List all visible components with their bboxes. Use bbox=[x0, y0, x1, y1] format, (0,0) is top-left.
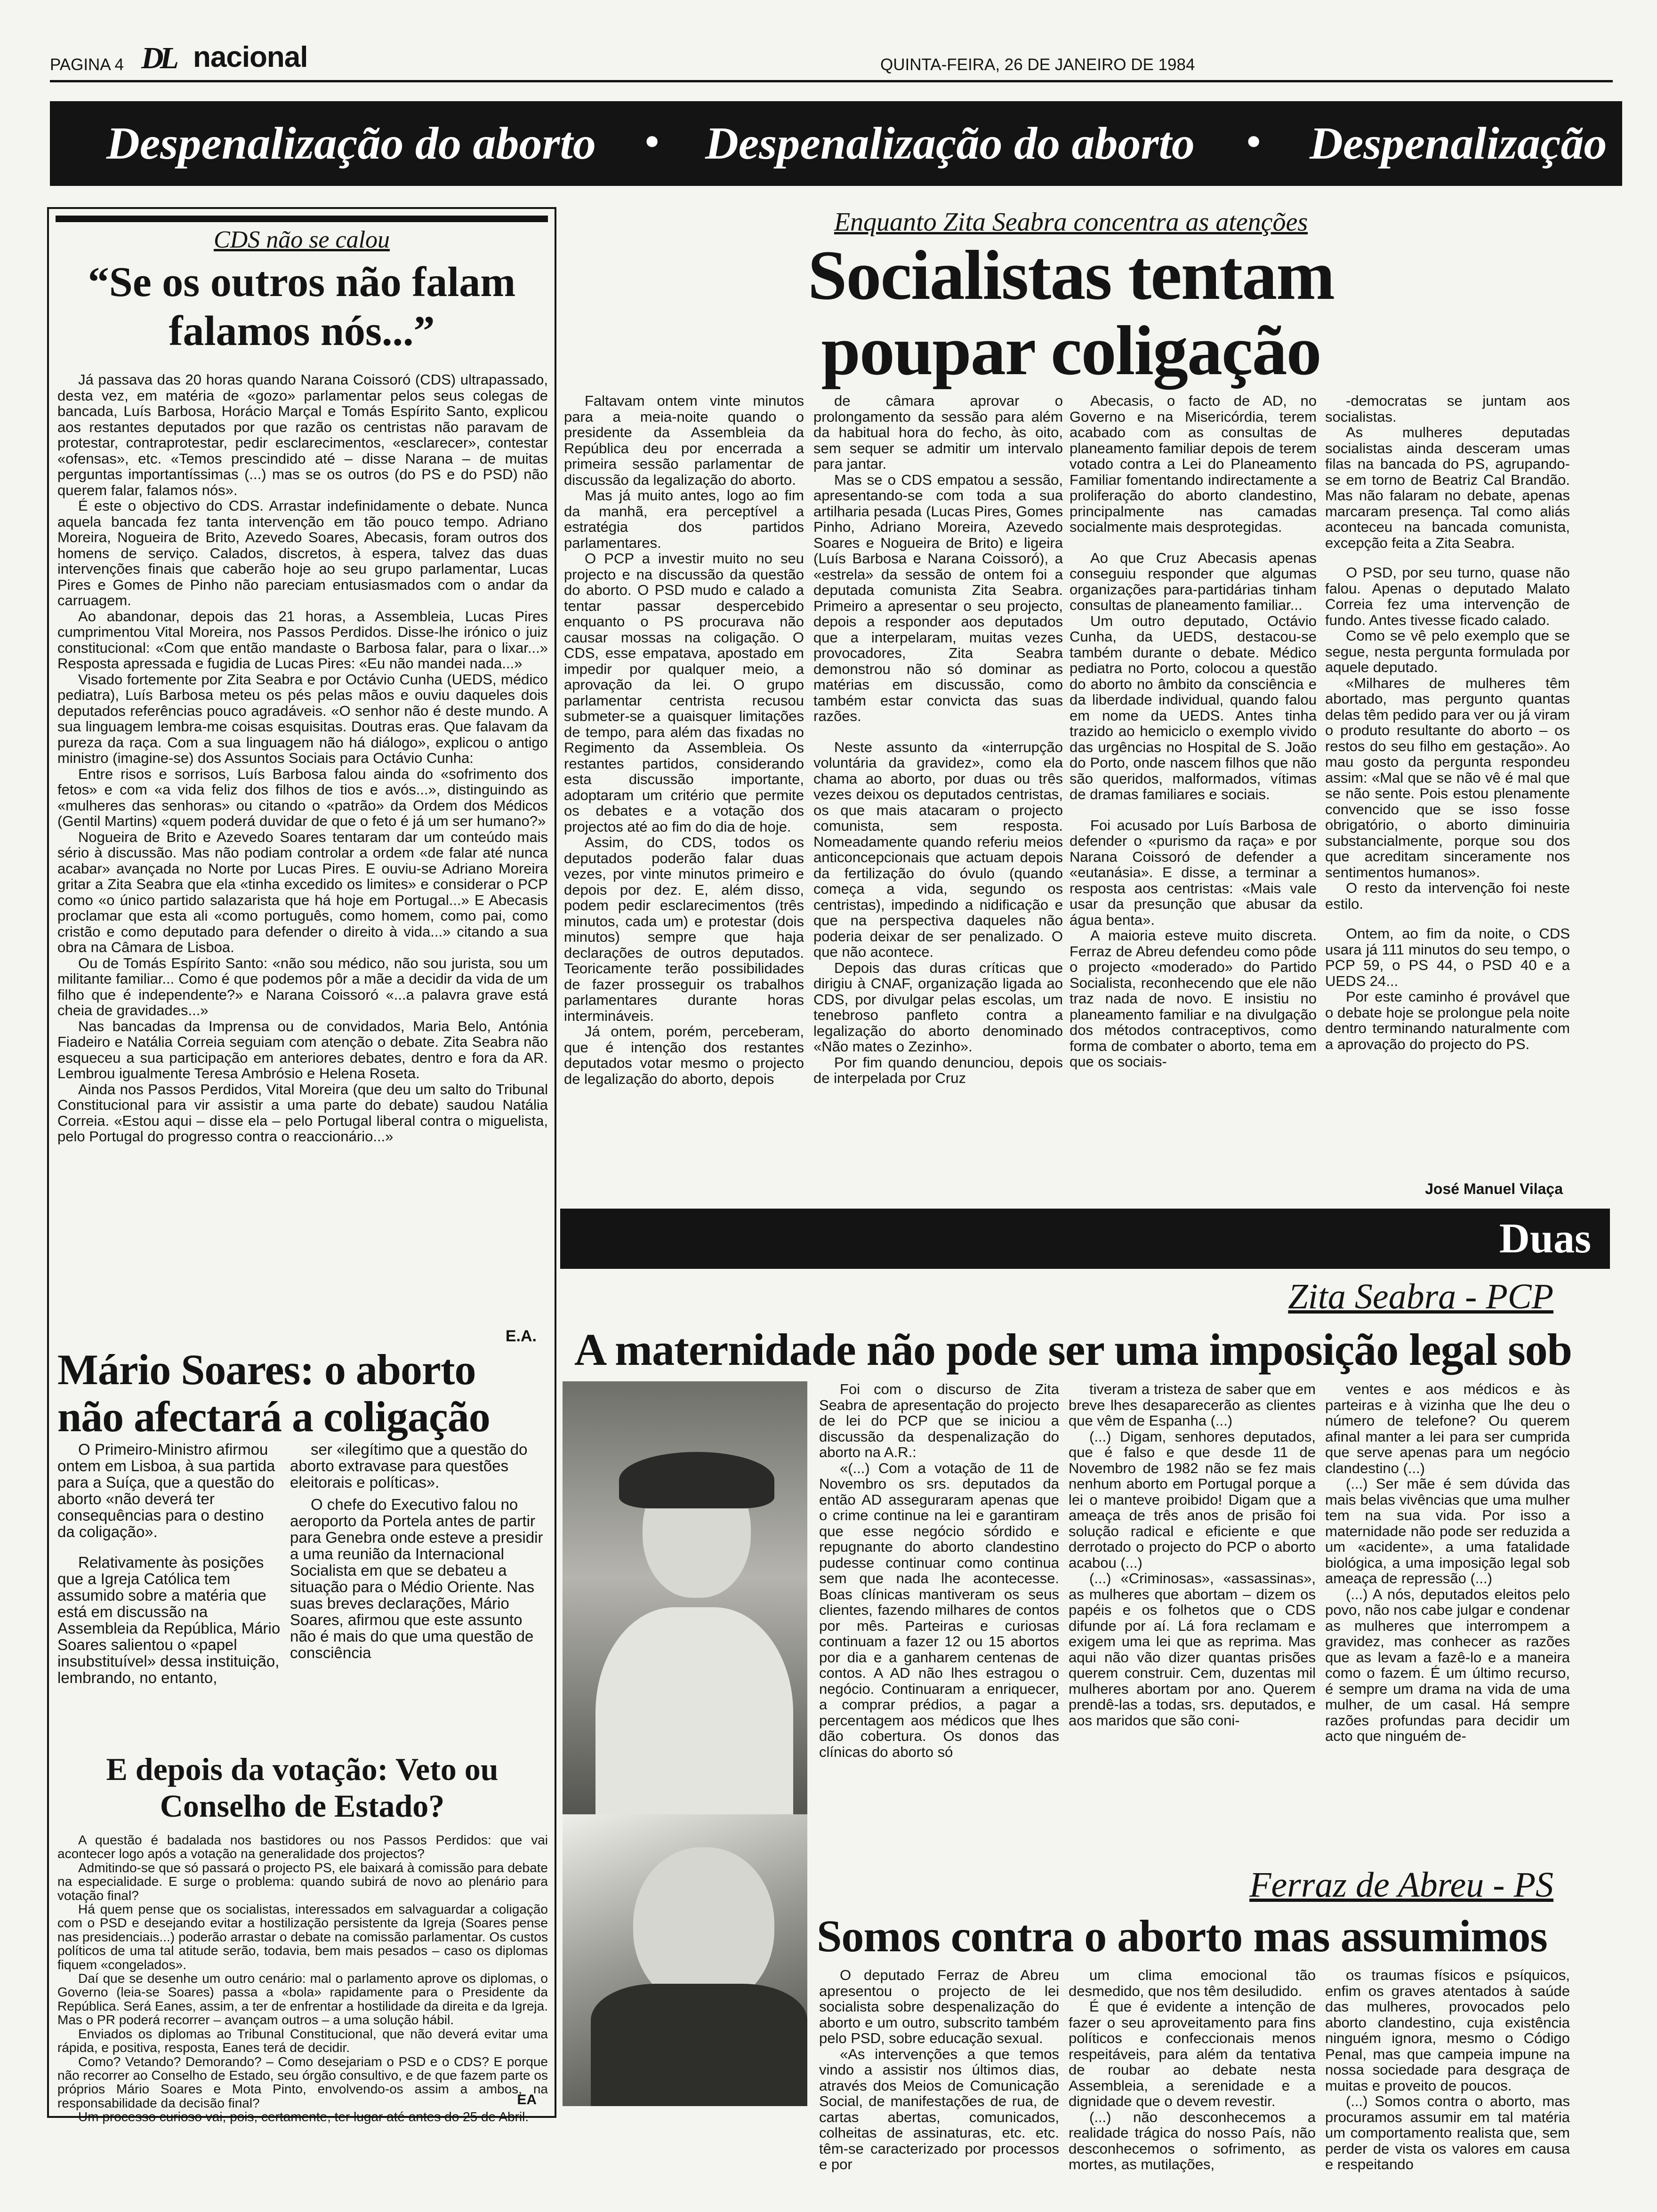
zita-kicker: Zita Seabra - PCP bbox=[1288, 1277, 1553, 1316]
lead-column-4 bbox=[1325, 393, 1570, 1179]
paragraph: É este o objectivo do CDS. Arrastar indefinidamente o debate. Nunca aquela bancada fez tanta intervenção em tão pouco tempo. Adriano Moreira, Nogueira de Brito, Azevedo Soares, Abecasis, foram outros dos homens de serviço. Calados, discretos, à espera, talvez das duas intervenções finais que caberão hoje ao seu grupo parlamentar, Lucas Pires e Gomes de Pinho não pareciam entusiasmados com o andar da carruagem. bbox=[57, 497, 548, 609]
paragraph: Já passava das 20 horas quando Narana Coissoró (CDS) ultrapassado, desta vez, em matéria de «gozo» parlamentar pelos seus colegas de bancada, Luís Barbosa, Horácio Marçal e Tomás Espírito Santo, explicou aos restantes deputados por que razão os centristas não paravam de protestar, contraprotestar, pedir esclarecimentos, «esclarecer», contestar «ofensas», etc. «Temos prescindido até – disse Narana – de muitas perguntas importantíssimas (...) mas se os outros (do PS e do PSD) não querem falar, falamos nós». bbox=[57, 371, 548, 498]
paragraph: Foi acusado por Luís Barbosa de defender o «purismo da raça» e por Narana Coissoró de defender a «eutanásia». E disse, a terminar a resposta aos centristas: «Mais vale usar da presunção que abusar da água benta». bbox=[1070, 817, 1317, 928]
soares-headline: Mário Soares: o aborto não afectará a coligação bbox=[57, 1346, 490, 1441]
paragraph: Faltavam ontem vinte minutos para a meia-noite quando o presidente da Assembleia da República deu por encerrada a primeira sessão parlamentar de discussão da legalização do aborto. bbox=[564, 393, 804, 488]
zita-seabra-photo bbox=[563, 1381, 807, 1871]
paragraph: -democratas se juntam aos socialistas. bbox=[1325, 393, 1570, 425]
paragraph: Abecasis, o facto de AD, no Governo e na Misericórdia, terem acabado com as consultas de planeamento familiar depois de terem votado contra a Lei do Planeamento Familiar fomentando indirectamente a proliferação do aborto clandestino, principalmente nas camadas socialmente mais desprotegidas. bbox=[1070, 393, 1317, 535]
paragraph: Mas se o CDS empatou a sessão, apresentando-se com toda a sua artilharia pesada (Lucas Pires, Gomes Pinho, Adriano Moreira, Azevedo Soares e Nogueira de Brito) e ligeira (Luís Barbosa e Narana Coissoró), a «estrela» da sessão de ontem foi a deputada comunista Zita Seabra. Primeiro a apresentar o seu projecto, depois a responder aos deputados que a interpelaram, muitas vezes provocadores, Zita Seabra demonstrou não só dominar as matérias em discussão, como também estar convicta das suas razões. bbox=[813, 471, 1063, 724]
paragraph: ser «ilegítimo que a questão do aborto extravase para questões eleitorais e políticas». bbox=[290, 1441, 528, 1491]
ferraz-column-3 bbox=[1325, 1967, 1570, 2172]
paragraph: (...) Digam, senhores deputados, que é falso e que desde 11 de Novembro de 1982 não se fez mais nenhum aborto em Portugal porque a lei o manteve proibido! Digam que a ameaça de três anos de prisão foi solução radical e eficiente e que derrotado o projecto do PCP o aborto acabou (...) bbox=[1069, 1428, 1316, 1571]
paragraph: A maioria esteve muito discreta. Ferraz de Abreu defendeu como pôde o projecto «moderado» do Partido Socialista, reconhecendo que ele não traz nada de novo. E insistiu no planeamento familiar e na divulgação dos métodos contraceptivos, como forma de combater o aborto, tema em que os sociais- bbox=[1070, 927, 1317, 1070]
section-name: nacional bbox=[193, 41, 308, 73]
paragraph: Ao que Cruz Abecasis apenas conseguiu responder que algumas organizações para-partidárias tinham consultas de planeamento familiar... bbox=[1070, 549, 1317, 613]
paragraph: Entre risos e sorrisos, Luís Barbosa falou ainda do «sofrimento dos fetos» e com «a vida feliz dos filhos de tios e avós...», distinguindo as «mulheres das senhoras» ou citando o «patrão» da Ordem dos Médicos (Gentil Martins) «quem poderá duvidar de que o feto é já um ser humano?» bbox=[57, 765, 548, 829]
lead-headline: poupar coligação bbox=[821, 312, 1321, 390]
paragraph: Enviados os diplomas ao Tribunal Constitucional, que não deverá evitar uma rápida, e positiva, resposta, Eanes terá de decidir. bbox=[57, 2026, 548, 2055]
issue-date: QUINTA-FEIRA, 26 DE JANEIRO DE 1984 bbox=[880, 56, 1195, 74]
ferraz-kicker: Ferraz de Abreu - PS bbox=[1249, 1865, 1553, 1905]
paragraph: Um processo curioso vai, pois, certamente, ter lugar até antes do 25 de Abril. bbox=[78, 2109, 529, 2124]
paragraph: os traumas físicos e psíquicos, enfim os graves atentados à saúde das mulheres, provocados pelo aborto clandestino, cuja existência ninguém ignora, mesmo o Código Penal, mas que campeia impune na nossa sociedade para desgraça de muitas e proveito de poucos. bbox=[1325, 1967, 1570, 2094]
lead-column-3 bbox=[1070, 393, 1317, 1193]
paragraph: Há quem pense que os socialistas, interessados em salvaguardar a coligação com o PSD e desejando evitar a hostilização persistente da Igreja (Soares pense nas presidenciais...) poderão arrastar o debate na comissão parlamentar. Os custos políticos de uma tal atitude serão, todavia, bem mais pesados – caso os diplomas fiquem «congelados». bbox=[57, 1902, 548, 1972]
topic-banner bbox=[50, 101, 1622, 186]
soares-column-2 bbox=[290, 1441, 544, 1742]
paragraph: O chefe do Executivo falou no aeroporto da Portela antes de partir para Genebra onde esteve a presidir a uma reunião da Internacional Socialista em que se debateu a situação para o Médio Oriente. Nas suas breves declarações, Mário Soares, afirmou que este assunto não é mais do que uma questão de consciência bbox=[290, 1496, 543, 1661]
section-bar bbox=[560, 1209, 1610, 1269]
page-number: PAGINA 4 bbox=[50, 56, 124, 74]
paragraph: de câmara aprovar o prolongamento da sessão para além da habitual hora do fecho, às oito, sem sequer se admitir um intervalo para jantar. bbox=[813, 393, 1063, 472]
lead-kicker: Enquanto Zita Seabra concentra as atenções bbox=[834, 208, 1308, 237]
lead-headline: Socialistas tentam bbox=[807, 236, 1335, 314]
zita-headline: A maternidade não pode ser uma imposição legal sob bbox=[574, 1324, 1572, 1375]
paragraph: (...) Somos contra o aborto, mas procuramos assumir em tal matéria um comportamento realista que, sem perder de vista os valores em causa e respeitando bbox=[1325, 2093, 1570, 2172]
box-top-rule bbox=[56, 216, 548, 222]
paragraph: Daí que se desenhe um outro cenário: mal o parlamento aprove os diplomas, o Governo (leia-se Soares) passa a «bola» rapidamente para o Presidente da República. Será Eanes, assim, a ter de enfrentar a hostilidade da direita e da Igreja. Mas o PR poderá recorrer – avançam outros – a uma solução hábil. bbox=[57, 1971, 548, 2028]
paragraph: Ontem, ao fim da noite, o CDS usara já 111 minutos do seu tempo, o PCP 59, o PS 44, o PSD 40 e a UEDS 24... bbox=[1325, 925, 1570, 989]
paragraph: Um outro deputado, Octávio Cunha, da UEDS, destacou-se também durante o debate. Médico pediatra no Porto, colocou a questão do aborto no âmbito da consciência e da liberdade individual, quando falou em nome da UEDS. Antes tinha trazido ao hemiciclo o exemplo vivido das urgências no Hospital de S. João do Porto, onde nascem filhos que não são queridos, malformados, vítimas de dramas familiares e sociais. bbox=[1070, 612, 1317, 802]
paragraph: Mas já muito antes, logo ao fim da manhã, era perceptível a estratégia dos partidos parlamentares. bbox=[564, 487, 804, 551]
lead-column-2 bbox=[813, 393, 1063, 1193]
banner-bullet: • bbox=[644, 116, 660, 167]
photo-figure bbox=[591, 1984, 807, 2106]
ferraz-headline: Somos contra o aborto mas assumimos bbox=[817, 1911, 1547, 1961]
paragraph: É que é evidente a intenção de fazer o seu aproveitamento para fins políticos e confeccionais menos respeitáveis, para além da tentativa de roubar ao debate nesta Assembleia, a serenidade e a dignidade que o devem revestir. bbox=[1069, 1998, 1316, 2109]
zita-column-1 bbox=[819, 1381, 1059, 1871]
paragraph: Neste assunto da «interrupção voluntária da gravidez», como ela chama ao aborto, por duas ou três vezes deixou os deputados centristas, os que mais atacaram o projecto comunista, sem resposta. Nomeadamente quando referiu meios anticoncepcionais que actuam depois da fertilização do óvulo (quando começa a vida, segundo os centristas), impedindo a nidificação e que na perspectiva daqueles não poderia deixar de ser penalizado. O que não acontece. bbox=[813, 738, 1063, 960]
paragraph: Já ontem, porém, perceberam, que é intenção dos restantes deputados votar mesmo o projecto de legalização do aborto, depois bbox=[564, 1023, 804, 1087]
veto-signature: EA bbox=[517, 2092, 537, 2108]
banner-bullet: • bbox=[1246, 116, 1262, 167]
paragraph: um clima emocional tão desmedido, que nos têm desiludido. bbox=[1069, 1967, 1316, 1999]
paragraph: O PCP a investir muito no seu projecto e na discussão da questão do aborto. O PSD mudo e calado a tentar passar despercebido enquanto o PS procurava não causar mossas na coligação. O CDS, esse empatava, apostado em impedir por qualquer meio, a aprovação da lei. O grupo parlamentar centrista recusou submeter-se a quaisquer limitações de tempo, para além das fixadas no Regimento da Assembleia. Os restantes partidos, considerando esta discussão importante, adoptaram um critério que permite os debates e a votação dos projectos até ao fim do dia de hoje. bbox=[564, 550, 804, 835]
paragraph: Como? Vetando? Demorando? – Como desejariam o PSD e o CDS? E porque não recorrer ao Conselho de Estado, seu órgão consultivo, e de que fazem parte os próprios Mário Soares e Mota Pinto, envolvendo-os assim a ambos, na responsabilidade da decisão final? bbox=[57, 2054, 548, 2110]
header-rule bbox=[50, 80, 1613, 82]
cds-signature: E.A. bbox=[505, 1327, 537, 1345]
paragraph: Por este caminho é provável que o debate hoje se prolongue pela noite dentro terminando naturalmente com a aprovação do projecto do PS. bbox=[1325, 988, 1570, 1052]
paragraph: O Primeiro-Ministro afirmou ontem em Lisboa, à sua partida para a Suíça, que a questão do aborto «não deverá ter consequências para o destino da coligação». bbox=[57, 1441, 275, 1540]
ferraz-column-2 bbox=[1069, 1967, 1316, 2172]
paragraph: «Milhares de mulheres têm abortado, mas pergunto quantas delas têm pedido para ver ou já viram o produto resultante do aborto – os restos do seu filho em gestação». Ao mau gosto da pergunta respondeu assim: «Mal que se não vê é mal que se não sente. Pois estou plenamente convencido que se isso fosse obrigatório, o aborto diminuiria substancialmente, porque sou dos que acreditam sinceramente nos sentimentos humanos». bbox=[1325, 674, 1570, 881]
paragraph: As mulheres deputadas socialistas ainda desceram umas filas na bancada do PS, agrupando-se em torno de Beatriz Cal Brandão. Mas não falaram no debate, apenas marcaram presença. Tal como aliás aconteceu na bancada comunista, excepção feita a Zita Seabra. bbox=[1325, 424, 1570, 551]
banner-text: Despenalização bbox=[1310, 118, 1607, 169]
zita-column-3 bbox=[1325, 1381, 1570, 1871]
veto-headline: E depois da votação: Veto ou Conselho de Estado? bbox=[106, 1751, 499, 1824]
ferraz-column-1 bbox=[819, 1967, 1059, 2172]
photo-figure bbox=[619, 1452, 774, 1508]
paragraph: Visado fortemente por Zita Seabra e por Octávio Cunha (UEDS, médico pediatra), Luís Barbosa meteu os pés pelas mãos e ouviu daqueles dois deputados referências pouco agradáveis. «O senhor não é deste mundo. A sua linguagem lembra-me coisas esquisitas. Doutras eras. Que falavam da pureza da raça. Com a sua linguagem não há diálogo», explicou o antigo ministro (imagine-se) dos Assuntos Sociais para Octávio Cunha: bbox=[57, 671, 548, 766]
section-bar-label: Duas bbox=[1499, 1215, 1591, 1262]
newspaper-logo: DL bbox=[141, 41, 175, 75]
paragraph: Relativamente às posições que a Igreja Católica tem assumido sobre a matéria que está em discussão na Assembleia da República, Mário Soares salientou o «papel insubstituível» dessa instituição, lembrando, no entanto, bbox=[57, 1554, 281, 1686]
zita-column-2 bbox=[1069, 1381, 1316, 1871]
paragraph: Nas bancadas da Imprensa ou de convidados, Maria Belo, Antónia Fiadeiro e Natália Correia seguiam com atenção o debate. Zita Seabra não esqueceu a sua participação em anteriores debates, dentro e fora da AR. Lembrou igualmente Teresa Ambrósio e Helena Roseta. bbox=[57, 1018, 548, 1082]
paragraph: Admitindo-se que só passará o projecto PS, ele baixará à comissão para debate na especialidade. E surge o problema: quando subirá de novo ao plenário para votação final? bbox=[57, 1860, 548, 1903]
lead-column-1 bbox=[564, 393, 804, 1193]
ferraz-de-abreu-photo bbox=[563, 1814, 807, 2106]
paragraph: (...) Ser mãe é sem dúvida das mais belas vivências que uma mulher tem na sua vida. Por isso a maternidade não pode ser reduzida a um «acidente», a uma fatalidade biológica, a uma imposição legal sob ameaça de repressão (...) bbox=[1325, 1475, 1570, 1587]
paragraph: A questão é badalada nos bastidores ou nos Passos Perdidos: que vai acontecer logo após a votação na generalidade dos projectos? bbox=[57, 1833, 548, 1861]
paragraph: (...) não desconhecemos a realidade trágica do nosso País, não desconhecemos o sofrimento, as mortes, as mutilações, bbox=[1069, 2108, 1316, 2172]
paragraph: O PSD, por seu turno, quase não falou. Apenas o deputado Malato Correia fez uma intervenção de fundo. Antes tivesse ficado calado. bbox=[1325, 564, 1570, 628]
photo-figure bbox=[633, 1847, 774, 2007]
paragraph: Por fim quando denunciou, depois de interpelada por Cruz bbox=[813, 1054, 1063, 1086]
cds-kicker: CDS não se calou bbox=[213, 226, 390, 253]
paragraph: Depois das duras críticas que dirigiu à CNAF, organização ligada ao CDS, por divulgar pelas escolas, um tenebroso panfleto contra a legalização do aborto denominado «Não mates o Zezinho». bbox=[813, 959, 1063, 1055]
paragraph: Como se vê pelo exemplo que se segue, nesta pergunta formulada por aquele deputado. bbox=[1325, 627, 1570, 675]
paragraph: O resto da intervenção foi neste estilo. bbox=[1325, 880, 1570, 912]
cds-headline: “Se os outros não falam falamos nós...” bbox=[88, 259, 516, 354]
paragraph: Ao abandonar, depois das 21 horas, a Assembleia, Lucas Pires cumprimentou Vital Moreira, nos Passos Perdidos. Disse-lhe irónico o juiz constitucional: «Com que então mandaste o Barbosa falar, para o lixar...» Resposta apressada e fugidia de Lucas Pires: «Eu não mandei nada...» bbox=[57, 608, 548, 672]
banner-text: Despenalização do aborto bbox=[705, 118, 1195, 169]
paragraph: (...) «Criminosas», «assassinas», as mulheres que abortam – dizem os papéis e os folhetos que o CDS difunde por aí. Lá fora reclamam e exigem uma lei que as reprima. Mas aqui não vão dizer quantas prisões querem construir. Cem, duzentas mil mulheres abortam por ano. Querem prendê-las a todas, srs. deputados, e aos maridos que são coni- bbox=[1069, 1570, 1316, 1729]
paragraph: Ainda nos Passos Perdidos, Vital Moreira (que deu um salto do Tribunal Constitucional para vir assistir a uma parte do debate) saudou Natália Correia. «Estou aqui – disse ela – pelo Portugal liberal contra o miguelista, pelo Portugal do progresso contra o reaccionário...» bbox=[57, 1081, 548, 1145]
paragraph: Ou de Tomás Espírito Santo: «não sou médico, não sou jurista, sou um militante familiar... Como é que podemos pôr a mãe a decidir da vida de um filho que é independente?» e Narana Coissoró «...a palavra grave está cheia de gravidades...» bbox=[57, 954, 548, 1018]
paragraph: tiveram a tristeza de saber que em breve lhes desaparecerão as clientes que vêm de Espanha (...) bbox=[1069, 1381, 1316, 1429]
paragraph: (...) A nós, deputados eleitos pelo povo, não nos cabe julgar e condenar as mulheres que interrompem a gravidez, mas conhecer as razões que as levam a fazê-lo e a maneira como o fazem. É um último recurso, é sempre um drama na vida de uma mulher, de um casal. Há sempre razões profundas para decidir um acto que ninguém de- bbox=[1325, 1586, 1570, 1744]
banner-text: Despenalização do aborto bbox=[106, 118, 596, 169]
paragraph: «(...) Com a votação de 11 de Novembro os srs. deputados da então AD asseguraram apenas que o crime continue na lei e garantiram que esse negócio sórdido e repugnante do aborto clandestino pudesse continuar como continua sem que nada lhe acontecesse. Boas clínicas mantiveram os seus clientes, fazendo milhares de contos por mês. Parteiras e curiosas continuam a fazer 12 ou 15 abortos por dia e a ganharem centenas de contos. A AD não lhes estragou o negócio. Continuaram a enriquecer, a comprar prédios, a pagar a percentagem aos médicos que lhes dão cobertura. Os donos das clínicas do aborto só bbox=[819, 1459, 1059, 1760]
paragraph: Nogueira de Brito e Azevedo Soares tentaram dar um conteúdo mais sério à discussão. Mas não podiam controlar a ordem «de falar até nunca acabar» avançada no Norte por Lucas Pires. E ouviu-se Adriano Moreira gritar a Zita Seabra que ela «tinha excedido os limites» e considerar o PCP como «o único partido salazarista que há hoje em Portugal...» E Abecasis proclamar que esta ali «como português, como homem, como pai, como cristão e como deputado para defender o direito à vida...» citando a sua obra na Câmara de Lisboa. bbox=[57, 828, 548, 955]
paragraph: Foi com o discurso de Zita Seabra de apresentação do projecto de lei do PCP que se iniciou a discussão da despenalização do aborto na A.R.: bbox=[819, 1381, 1059, 1460]
paragraph: ventes e aos médicos e às parteiras e à vizinha que lhe deu o número de telefone? Ou querem afinal manter a lei para ser cumprida que serve apenas para um negócio clandestino (...) bbox=[1325, 1381, 1570, 1476]
paragraph: «As intervenções a que temos vindo a assistir nos últimos dias, através dos Meios de Comunicação Social, de manifestações de rua, de cartas abertas, comunicados, colheitas de assinaturas, etc. etc. têm-se caracterizado por processos e por bbox=[819, 2045, 1059, 2172]
paragraph: O deputado Ferraz de Abreu apresentou o projecto de lei socialista sobre despenalização do aborto e um outro, subscrito também pelo PSD, sobre educação sexual. bbox=[819, 1967, 1059, 2046]
soares-column-1 bbox=[57, 1441, 283, 1742]
paragraph: Assim, do CDS, todos os deputados poderão falar duas vezes, por vinte minutos primeiro e depois por dez. E, além disso, podem pedir esclarecimentos (três minutos, cada um) e protestar (dois minutos) sempre que haja declarações de outros deputados. Teoricamente terão possibilidades de fazer prosseguir os trabalhos parlamentares durante horas intermináveis. bbox=[564, 834, 804, 1024]
lead-signature: José Manuel Vilaça bbox=[1425, 1180, 1563, 1197]
veto-article-body bbox=[57, 1833, 548, 2124]
cds-article-body bbox=[57, 372, 548, 1346]
